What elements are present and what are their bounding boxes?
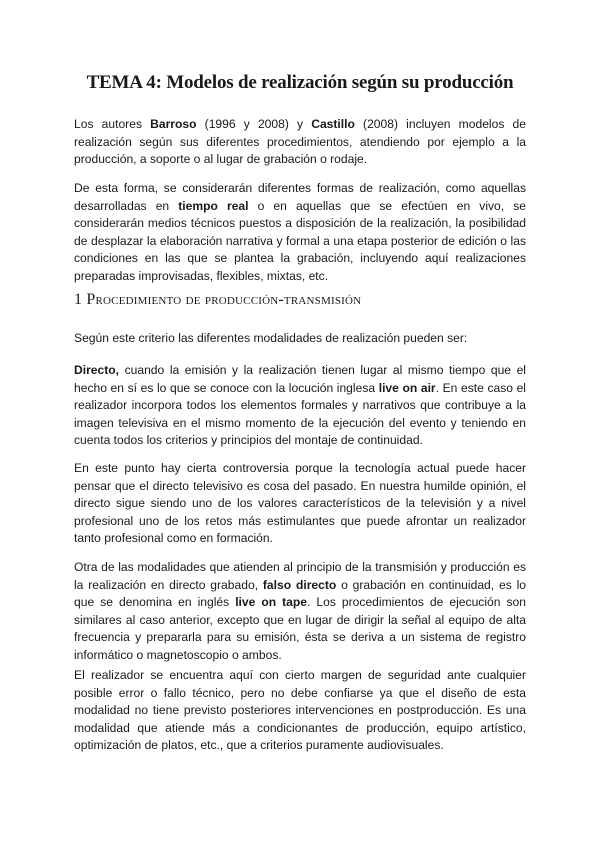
section-intro-paragraph: Según este criterio las diferentes modalidades de realización pueden ser:: [74, 331, 468, 345]
directo-paragraph: Directo, cuando la emisión y la realización tienen lugar al mismo tiempo que el hecho en sí es lo que se conoce con la locución inglesa live on air. En este caso el realizador incorpora todos los elementos formales y narrativos que contribuye a la imagen televisiva en el mismo momento de la ejecución del evento y teniendo en cuenta todos los criterios y principios del montaje de continuidad.: [74, 363, 526, 448]
intro-paragraph-2: De esta forma, se considerarán diferentes formas de realización, como aquellas desarrolladas en tiempo real o en aquellas que se efectúen en vivo, se considerarán medios técnicos puestos a disposición de la realización, la posibilidad de desplazar la elaboración narrativa y formal a una etapa posterior de edición o las condiciones en las que se plantea la grabación, incluyendo aquí realizaciones preparadas improvisadas, flexibles, mixtas, etc.: [74, 181, 526, 283]
realizador-paragraph: El realizador se encuentra aquí con cierto margen de seguridad ante cualquier posible error o fallo técnico, pero no debe confiarse ya que el diseño de esta modalidad no tiene previsto posteriores intervenciones en postproducción. Es una modalidad que atiende más a condicionantes de producción, equipo artístico, optimización de platos, etc., que a criterios puramente audiovisuales.: [74, 668, 526, 753]
intro-paragraph-1: Los autores Barroso (1996 y 2008) y Castillo (2008) incluyen modelos de realización según sus diferentes procedimientos, atendiendo por ejemplo a la producción, a soporte o al lugar de grabación o rodaje.: [74, 117, 526, 167]
controversy-paragraph: En este punto hay cierta controversia porque la tecnología actual puede hacer pensar que el directo televisivo es cosa del pasado. En nuestra humilde opinión, el directo sigue siendo uno de los valores característicos de la televisión y a nivel profesional uno de los retos más estimulantes que puede afrontar un realizador tanto profesional como en formación.: [74, 461, 526, 546]
page-title: TEMA 4: Modelos de realización según su producción: [86, 72, 514, 93]
falso-directo-paragraph: Otra de las modalidades que atienden al principio de la transmisión y producción es la realización en directo grabado, falso directo o grabación en continuidad, es lo que se denomina en inglés live on tape. Los procedimientos de ejecución son similares al caso anterior, excepto que en lugar de dirigir la señal al equipo de alta frecuencia y prepararla para su emisión, ésta se deriva a un sistema de registro informático o magnetoscopio o ambos.: [74, 560, 527, 662]
section-heading: 1 Procedimiento de producción-transmisión: [74, 291, 362, 308]
